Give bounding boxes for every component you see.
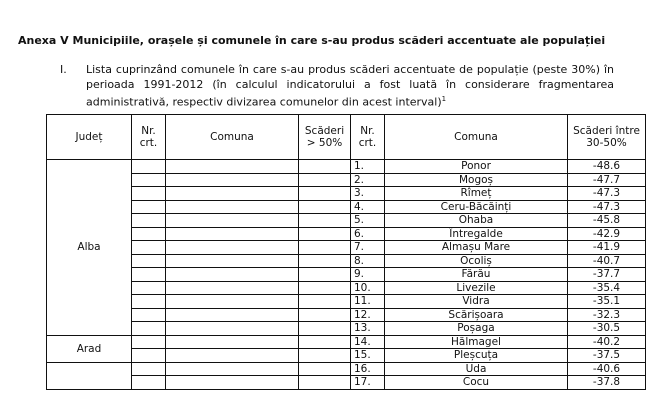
empty-comuna-cell	[166, 254, 299, 268]
judet-cell	[47, 362, 132, 389]
empty-nr-cell	[132, 362, 166, 376]
empty-scaderi-cell	[299, 187, 351, 201]
table-row	[47, 160, 646, 174]
nr-cell: 2.	[351, 173, 385, 187]
empty-comuna-cell	[166, 335, 299, 349]
table-row	[47, 308, 646, 322]
empty-scaderi-cell	[299, 362, 351, 376]
empty-scaderi-cell	[299, 322, 351, 336]
empty-scaderi-cell	[299, 200, 351, 214]
empty-nr-cell	[132, 322, 166, 336]
nr-cell: 5.	[351, 214, 385, 228]
table-row	[47, 322, 646, 336]
scadere-cell: -47.3	[568, 187, 646, 201]
empty-nr-cell	[132, 268, 166, 282]
list-item-number: I.	[60, 63, 67, 76]
empty-nr-cell	[132, 335, 166, 349]
comuna-cell: Ceru-Băcăinți	[385, 200, 568, 214]
nr-cell: 6.	[351, 227, 385, 241]
empty-scaderi-cell	[299, 173, 351, 187]
empty-nr-cell	[132, 308, 166, 322]
scadere-cell: -37.7	[568, 268, 646, 282]
table-row	[47, 227, 646, 241]
comuna-cell: Almașu Mare	[385, 241, 568, 255]
empty-comuna-cell	[166, 349, 299, 363]
empty-scaderi-cell	[299, 308, 351, 322]
empty-comuna-cell	[166, 308, 299, 322]
comuna-cell: Livezile	[385, 281, 568, 295]
empty-comuna-cell	[166, 376, 299, 390]
scadere-cell: -47.7	[568, 173, 646, 187]
nr-cell: 15.	[351, 349, 385, 363]
comuna-cell: Vidra	[385, 295, 568, 309]
scadere-cell: -42.9	[568, 227, 646, 241]
comuna-cell: Pleșcuța	[385, 349, 568, 363]
scadere-cell: -35.1	[568, 295, 646, 309]
empty-nr-cell	[132, 200, 166, 214]
table-row	[47, 214, 646, 228]
scadere-cell: -37.5	[568, 349, 646, 363]
comuna-cell: Ponor	[385, 160, 568, 174]
nr-cell: 1.	[351, 160, 385, 174]
comuna-cell: Cocu	[385, 376, 568, 390]
header-scaderi-30-50: Scăderi între 30-50%	[568, 115, 646, 160]
empty-nr-cell	[132, 281, 166, 295]
comuna-cell: Hălmagel	[385, 335, 568, 349]
empty-nr-cell	[132, 214, 166, 228]
scadere-cell: -48.6	[568, 160, 646, 174]
empty-scaderi-cell	[299, 335, 351, 349]
nr-cell: 9.	[351, 268, 385, 282]
empty-comuna-cell	[166, 200, 299, 214]
empty-comuna-cell	[166, 362, 299, 376]
header-nr-crt-2: Nr. crt.	[351, 115, 385, 160]
empty-scaderi-cell	[299, 349, 351, 363]
empty-scaderi-cell	[299, 376, 351, 390]
empty-comuna-cell	[166, 322, 299, 336]
empty-scaderi-cell	[299, 268, 351, 282]
list-item-body: Lista cuprinzând comunele în care s-au produs scăderi accentuate de populație (peste 30%) în perioada 1991-2012 (în calculul indicatorului a fost luată în considerare fragmentarea administrativă, respectiv divizarea comunelor din acest interval)	[86, 63, 614, 109]
empty-nr-cell	[132, 187, 166, 201]
comuna-cell: Ohaba	[385, 214, 568, 228]
empty-scaderi-cell	[299, 241, 351, 255]
table-row	[47, 268, 646, 282]
scadere-cell: -35.4	[568, 281, 646, 295]
header-comuna-1: Comuna	[166, 115, 299, 160]
empty-comuna-cell	[166, 241, 299, 255]
annex-heading: Anexa V Municipiile, orașele și comunele în care s-au produs scăderi accentuate ale populației	[18, 34, 606, 47]
empty-comuna-cell	[166, 160, 299, 174]
empty-comuna-cell	[166, 173, 299, 187]
comuna-cell: Scărișoara	[385, 308, 568, 322]
scadere-cell: -40.2	[568, 335, 646, 349]
empty-nr-cell	[132, 295, 166, 309]
empty-scaderi-cell	[299, 295, 351, 309]
table-header-row	[47, 115, 646, 160]
comuna-cell: Uda	[385, 362, 568, 376]
empty-nr-cell	[132, 227, 166, 241]
table-row	[47, 187, 646, 201]
table-row	[47, 200, 646, 214]
comuna-cell: Poșaga	[385, 322, 568, 336]
nr-cell: 12.	[351, 308, 385, 322]
table-row	[47, 281, 646, 295]
nr-cell: 16.	[351, 362, 385, 376]
scadere-cell: -37.8	[568, 376, 646, 390]
judet-cell: Arad	[47, 335, 132, 362]
empty-nr-cell	[132, 173, 166, 187]
empty-scaderi-cell	[299, 227, 351, 241]
table-row	[47, 241, 646, 255]
nr-cell: 14.	[351, 335, 385, 349]
nr-cell: 10.	[351, 281, 385, 295]
nr-cell: 11.	[351, 295, 385, 309]
judet-cell: Alba	[47, 160, 132, 336]
empty-nr-cell	[132, 349, 166, 363]
header-comuna-2: Comuna	[385, 115, 568, 160]
footnote-marker: 1	[441, 95, 447, 103]
empty-comuna-cell	[166, 214, 299, 228]
empty-scaderi-cell	[299, 214, 351, 228]
comuna-cell: Întregalde	[385, 227, 568, 241]
nr-cell: 4.	[351, 200, 385, 214]
comuna-cell: Rîmeț	[385, 187, 568, 201]
table-row	[47, 362, 646, 376]
table-row	[47, 254, 646, 268]
nr-cell: 8.	[351, 254, 385, 268]
header-judet: Județ	[47, 115, 132, 160]
empty-scaderi-cell	[299, 281, 351, 295]
empty-nr-cell	[132, 254, 166, 268]
comuna-cell: Fărău	[385, 268, 568, 282]
nr-cell: 17.	[351, 376, 385, 390]
nr-cell: 3.	[351, 187, 385, 201]
header-nr-crt-1: Nr. crt.	[132, 115, 166, 160]
nr-cell: 13.	[351, 322, 385, 336]
table-row	[47, 349, 646, 363]
empty-comuna-cell	[166, 295, 299, 309]
list-item-text	[86, 62, 614, 110]
table-row	[47, 335, 646, 349]
scadere-cell: -40.6	[568, 362, 646, 376]
scadere-cell: -45.8	[568, 214, 646, 228]
table-body	[47, 160, 646, 390]
empty-nr-cell	[132, 376, 166, 390]
table-row	[47, 173, 646, 187]
empty-comuna-cell	[166, 187, 299, 201]
empty-nr-cell	[132, 241, 166, 255]
table-row	[47, 376, 646, 390]
header-scaderi-50: Scăderi > 50%	[299, 115, 351, 160]
table-row	[47, 295, 646, 309]
empty-comuna-cell	[166, 281, 299, 295]
empty-comuna-cell	[166, 268, 299, 282]
empty-comuna-cell	[166, 227, 299, 241]
scadere-cell: -47.3	[568, 200, 646, 214]
scadere-cell: -30.5	[568, 322, 646, 336]
comuna-cell: Mogoș	[385, 173, 568, 187]
comuna-cell: Ocoliș	[385, 254, 568, 268]
scadere-cell: -40.7	[568, 254, 646, 268]
nr-cell: 7.	[351, 241, 385, 255]
empty-scaderi-cell	[299, 160, 351, 174]
communes-table	[46, 114, 646, 390]
scadere-cell: -32.3	[568, 308, 646, 322]
empty-nr-cell	[132, 160, 166, 174]
empty-scaderi-cell	[299, 254, 351, 268]
scadere-cell: -41.9	[568, 241, 646, 255]
